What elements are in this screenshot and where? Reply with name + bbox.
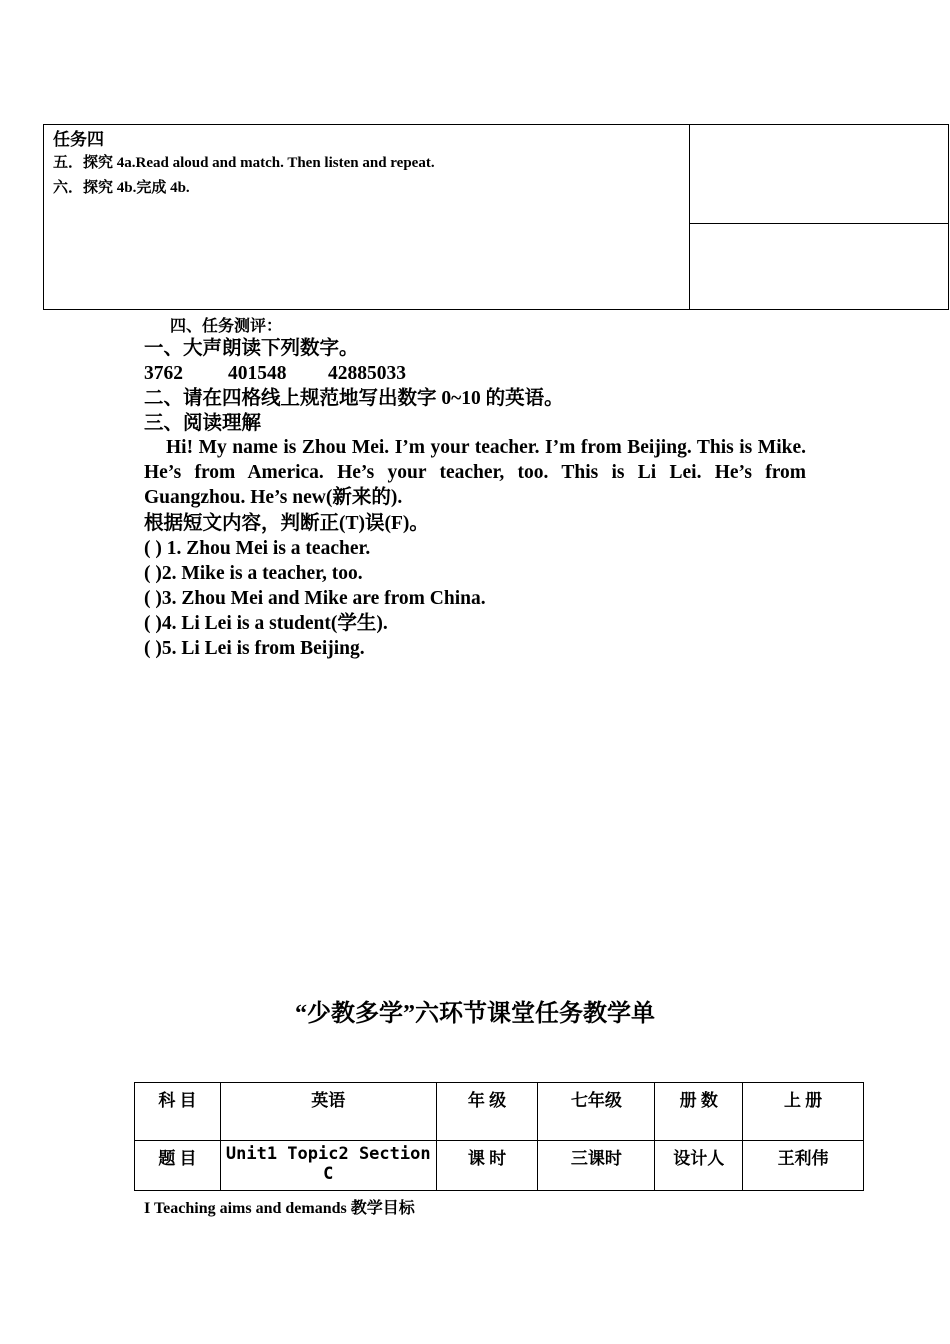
task-title: 任务四 <box>53 130 104 149</box>
table-row <box>135 1083 864 1141</box>
designer-label: 设计人 <box>655 1141 743 1191</box>
topic-label: 题 目 <box>135 1141 221 1191</box>
period-value: 三课时 <box>538 1141 655 1191</box>
task-item-5: 五．探究 4a.Read aloud and match. Then listen and repeat. <box>53 155 435 171</box>
task-item-6: 六．探究 4b.完成 4b. <box>53 180 190 196</box>
document-title: “少教多学”六环节课堂任务教学单 <box>295 1001 655 1027</box>
task-note-cell-top <box>690 125 948 224</box>
reading-passage: Hi! My name is Zhou Mei. I’m your teacher. I’m from Beijing. This is Mike. He’s from America. He’s your teacher, too. This is Li Lei. He’s from Guangzhou. He’s new(新来的). <box>144 437 806 508</box>
lesson-info-table <box>134 1082 864 1191</box>
number-item: 3762 <box>144 363 183 384</box>
table-row <box>135 1141 864 1191</box>
designer-value: 王利伟 <box>743 1141 864 1191</box>
topic-value: Unit1 Topic2 Section C <box>220 1141 436 1191</box>
question-item: ( )4. Li Lei is a student(学生). <box>144 613 388 634</box>
period-label: 课 时 <box>436 1141 538 1191</box>
question-item: ( ) 1. Zhou Mei is a teacher. <box>144 538 371 559</box>
question-item: ( )2. Mike is a teacher, too. <box>144 563 363 584</box>
number-item: 42885033 <box>328 363 406 384</box>
teaching-aims-heading: I Teaching aims and demands 教学目标 <box>144 1200 415 1217</box>
subject-label: 科 目 <box>135 1083 221 1141</box>
part3-heading: 三、阅读理解 <box>144 413 262 434</box>
number-list <box>144 361 406 386</box>
part2-heading: 二、请在四格线上规范地写出数字 0~10 的英语。 <box>144 388 564 409</box>
question-item: ( )5. Li Lei is from Beijing. <box>144 638 365 659</box>
subject-value: 英语 <box>220 1083 436 1141</box>
judge-instruction: 根据短文内容，判断正(T)误(F)。 <box>144 513 429 534</box>
grade-label: 年 级 <box>436 1083 538 1141</box>
evaluation-heading: 四、任务测评： <box>170 318 283 335</box>
part1-heading: 一、大声朗读下列数字。 <box>144 338 359 359</box>
task-note-cell-bottom <box>690 224 948 309</box>
volume-value: 上 册 <box>743 1083 864 1141</box>
question-item: ( )3. Zhou Mei and Mike are from China. <box>144 588 486 609</box>
number-item: 401548 <box>228 363 287 384</box>
task-content-cell <box>44 125 690 309</box>
grade-value: 七年级 <box>538 1083 655 1141</box>
volume-label: 册 数 <box>655 1083 743 1141</box>
task-table <box>43 124 949 310</box>
